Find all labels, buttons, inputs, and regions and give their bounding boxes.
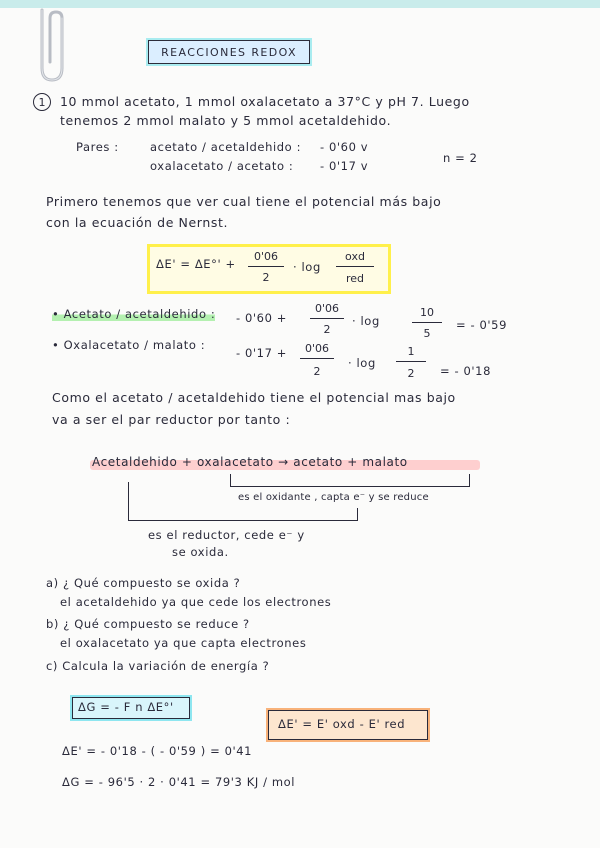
nernst-log-denominator: red <box>345 272 365 285</box>
intro-line-2: tenemos 2 mmol malato y 5 mmol acetaldehido. <box>60 113 392 128</box>
calc-1-log-denominator: 5 <box>423 327 431 340</box>
title-box <box>148 40 310 64</box>
problem-number: 1 <box>38 96 46 109</box>
nernst-log: · log <box>293 260 321 274</box>
paperclip-icon <box>28 6 74 86</box>
page-title: REACCIONES REDOX <box>161 46 297 59</box>
oxidant-note: es el oxidante , capta e⁻ y se reduce <box>238 492 429 503</box>
answer-b: el oxalacetato ya que capta electrones <box>60 636 307 650</box>
calc-2-log-numerator: 1 <box>407 345 415 358</box>
calc-1-prefix: - 0'60 + <box>236 311 288 325</box>
oxidant-bracket-bottom <box>230 486 470 487</box>
nernst-log-numerator: oxd <box>345 250 365 263</box>
gibbs-formula: ΔG = - F n ΔE°' <box>78 700 174 714</box>
nernst-fraction-bar <box>248 266 284 267</box>
nernst-numerator: 0'06 <box>253 250 279 263</box>
question-a: a) ¿ Qué compuesto se oxida ? <box>46 576 241 590</box>
question-c: c) Calcula la variación de energía ? <box>46 659 270 673</box>
calc-1-log-numerator: 10 <box>420 306 434 319</box>
nernst-log-bar <box>336 266 374 267</box>
reducer-bracket-bottom <box>128 520 358 521</box>
reducer-bracket-right <box>357 508 358 521</box>
conclusion-line-2: va a ser el par reductor por tanto : <box>52 412 291 427</box>
calc-2-denominator: 2 <box>313 365 321 378</box>
calc-2-log-denominator: 2 <box>407 367 415 380</box>
nernst-denominator: 2 <box>262 271 270 284</box>
intro-line-1: 10 mmol acetato, 1 mmol oxalacetato a 37°C y pH 7. Luego <box>60 94 470 109</box>
calc-2-prefix: - 0'17 + <box>236 346 288 360</box>
delta-e-calculation: ΔE' = - 0'18 - ( - 0'59 ) = 0'41 <box>62 744 253 758</box>
problem-number-circle <box>33 93 51 111</box>
calc-2-label: • Oxalacetato / malato : <box>52 338 206 352</box>
reducer-note-line-1: es el reductor, cede e⁻ y <box>148 528 305 542</box>
calc-1-log-bar <box>412 322 442 323</box>
calc-2-bar <box>300 358 334 359</box>
pair-2-value: - 0'17 v <box>320 159 369 173</box>
calc-1-bar <box>310 318 344 319</box>
answer-a: el acetaldehido ya que cede los electrones <box>60 595 332 609</box>
reaction-equation: Acetaldehido + oxalacetato → acetato + malato <box>92 455 408 469</box>
reducer-bracket-left <box>128 482 129 520</box>
top-band <box>0 0 600 8</box>
calc-2-log-bar <box>396 361 426 362</box>
reducer-note-line-2: se oxida. <box>172 545 229 559</box>
delta-e-formula: ΔE' = E' oxd - E' red <box>278 717 406 731</box>
calc-2-result: = - 0'18 <box>440 364 492 378</box>
conclusion-line-1: Como el acetato / acetaldehido tiene el potencial mas bajo <box>52 390 456 405</box>
calc-1-result: = - 0'59 <box>456 318 508 332</box>
pairs-label: Pares : <box>76 140 119 154</box>
nernst-line-1: Primero tenemos que ver cual tiene el potencial más bajo <box>46 194 442 209</box>
oxidant-bracket-right <box>469 474 470 487</box>
nernst-line-2: con la ecuación de Nernst. <box>46 215 229 230</box>
calc-2-log: · log <box>348 356 376 370</box>
oxidant-bracket-left <box>230 474 231 486</box>
electron-count: n = 2 <box>443 151 478 165</box>
calc-2-numerator: 0'06 <box>304 342 330 355</box>
calc-1-numerator: 0'06 <box>314 302 340 315</box>
question-b: b) ¿ Qué compuesto se reduce ? <box>46 617 250 631</box>
nernst-lhs: ΔE' = ΔE°' + <box>156 257 236 271</box>
calc-1-denominator: 2 <box>323 323 331 336</box>
calc-1-label: • Acetato / acetaldehido : <box>52 307 216 321</box>
pair-1: acetato / acetaldehido : <box>150 140 302 154</box>
delta-g-calculation: ΔG = - 96'5 · 2 · 0'41 = 79'3 KJ / mol <box>62 775 296 789</box>
pair-1-value: - 0'60 v <box>320 140 369 154</box>
calc-1-log: · log <box>352 314 380 328</box>
pair-2: oxalacetato / acetato : <box>150 159 294 173</box>
